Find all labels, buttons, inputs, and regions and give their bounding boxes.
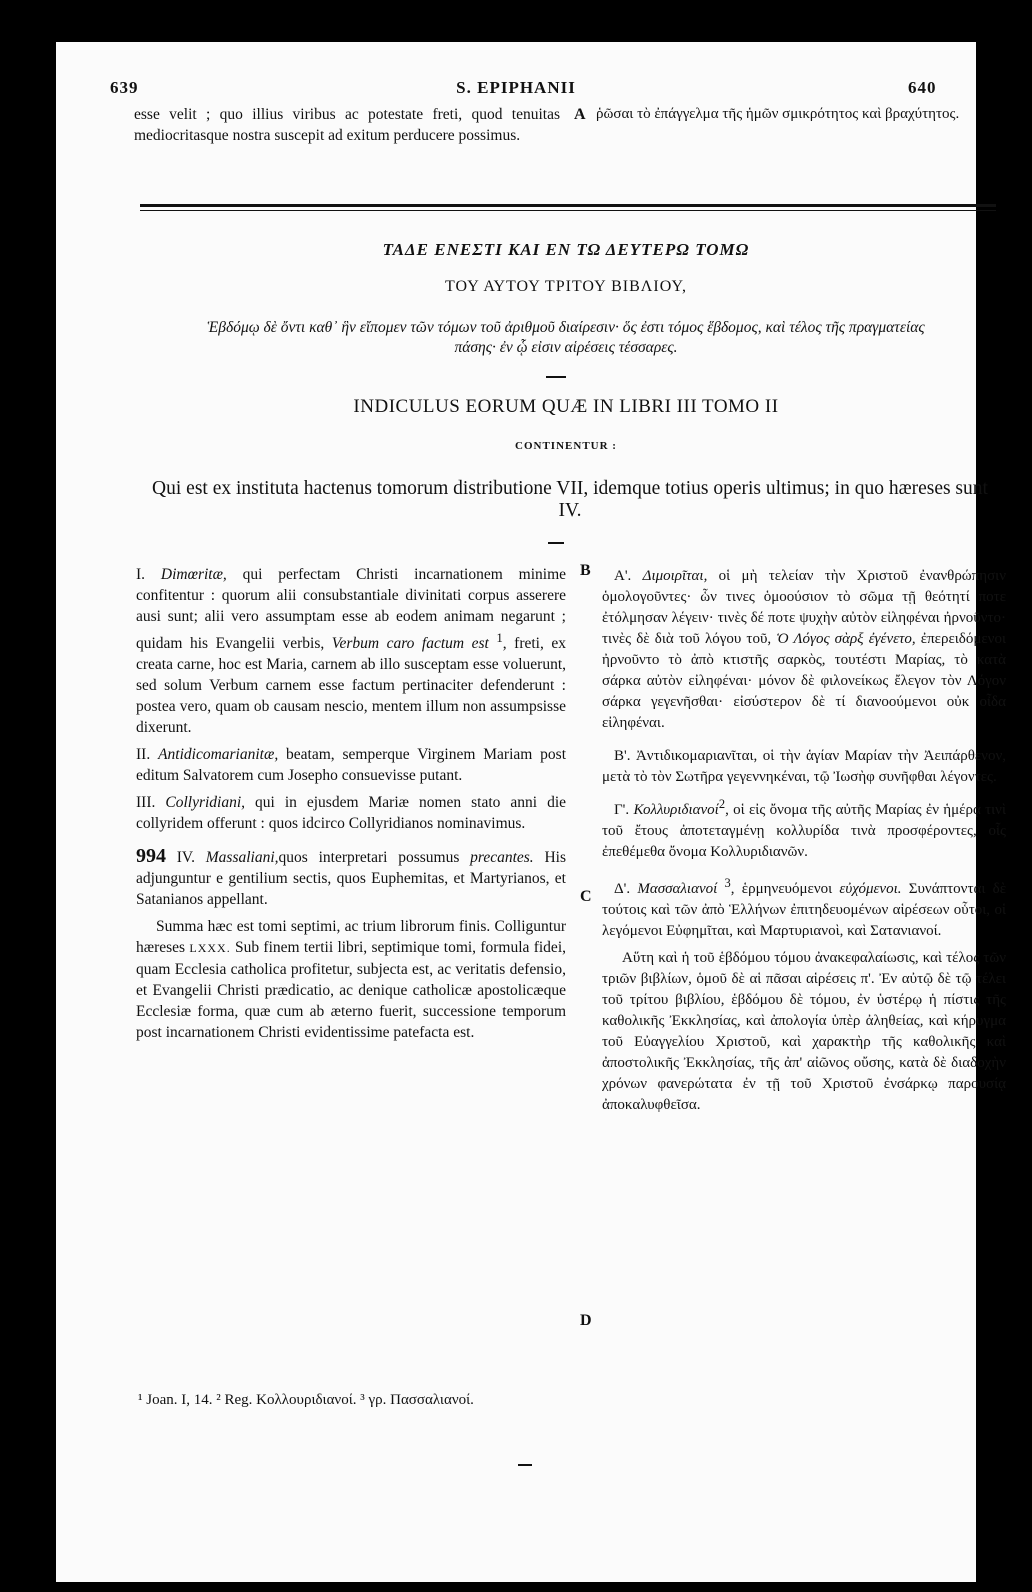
heresy-name: Dimœritæ,: [160, 566, 227, 583]
heresy-name: Antidicomarianitæ,: [158, 746, 279, 764]
entry-text-rest: His adjunguntur e gentilium sectis, quos Euphemitas, et Martyrianos, et Satanianos appellant.: [136, 849, 566, 909]
entry-text: quos interpretari possumus: [278, 849, 471, 867]
latin-title: INDICULUS EORUM QUÆ IN LIBRI III TOMO II: [353, 396, 779, 417]
heresy-name: Κολλυριδιανοί: [633, 802, 719, 818]
latin-column: [136, 564, 566, 1049]
greek-column: [602, 566, 1006, 1122]
marginal-marker-c: C: [580, 888, 592, 905]
divider-rule-thin: [140, 210, 996, 211]
greek-heading-line2: ΤΟΥ ΑΥΤΟΥ ΤΡΙΤΟΥ ΒΙΒΛΙΟΥ,: [445, 278, 687, 295]
short-dash: [546, 376, 566, 378]
footnotes: ¹ Joan. I, 14. ² Reg. Κολλουριδιανοί. ³ γρ. Πασσαλιανοί.: [138, 1392, 474, 1408]
greek-entry-3: [602, 794, 1006, 863]
greek-heading-line1: ΤΑΔΕ ΕΝΕΣΤΙ ΚΑΙ ΕΝ ΤΩ ΔΕΥΤΕΡΩ ΤΟΜΩ: [382, 240, 750, 259]
scripture-quote: Ὁ Λόγος σὰρξ ἐγένετο,: [776, 631, 916, 647]
footnote-ref: 2: [718, 797, 726, 811]
page: [56, 42, 1007, 1582]
entry-number: Γ'.: [614, 802, 630, 818]
entry-text-rest: , freti, ex creata carne, hoc est Maria, carnem ab illo susceptam esse voluerunt, sed solum Verbum carnem esse factum pertinaciter defenderunt : postea vero, quam ob causam nescio, mentem illum non assumpsisse dixerunt.: [136, 635, 566, 737]
short-dash-2: [548, 542, 564, 544]
top-latin-text: esse velit ; quo illius viribus ac potestate freti, quod tenuitas mediocritasque nostra suscepit ad exitum perducere possimus.: [134, 106, 560, 144]
greek-entry-2: [602, 746, 1006, 788]
scripture-quote: Verbum caro factum est: [331, 635, 489, 653]
running-title: S. EPIPHANII: [456, 78, 576, 97]
top-greek-text: ῥῶσαι τὸ ἐπάγγελμα τῆς ἡμῶν σμικρότητος καὶ βραχύτητος.: [596, 106, 960, 122]
entry-number: I.: [136, 566, 146, 583]
latin-entry-2: [136, 744, 566, 786]
footnote-ref: 3: [724, 876, 731, 890]
entry-text: beatam, semperque Virginem Mariam post editum Salvatorem cum Josepho consuevisse putant.: [136, 746, 567, 785]
entry-italic: precantes.: [470, 849, 534, 867]
column-number: 994: [136, 845, 166, 868]
heresy-name: Collyridiani,: [165, 794, 246, 812]
greek-summary: [602, 948, 1006, 1116]
latin-summary: [136, 916, 566, 1043]
entry-number: IV.: [176, 849, 195, 867]
summary-text-rest: Sub finem tertii libri, septimique tomi, formula fidei, quam Ecclesia catholica profitetur, subjecta est, ac veritatis defensio, et Evangelii Christi prædicatio, ac denique catholicæ apostolicæque Ecclesiæ forma, quæ cum ab æterno fuerit, successione temporum post incarnationem Christi evidentissime patefacta est.: [136, 939, 566, 1042]
latin-entry-3: [136, 792, 566, 834]
latin-description: Qui est ex instituta hactenus tomorum distributione VII, idemque totius operis ultimus; in quo hæreses sunt IV.: [152, 478, 988, 521]
greek-entry-1: [602, 566, 1006, 734]
entry-text: , οἱ εἰς ὄνομα τῆς αὐτῆς Μαρίας ἐν ἡμέρᾳ τινὶ τοῦ ἔτους ἀποτεταγμένῃ κολλυρίδα τινὰ προσφέροντες, οἷς ἐπεθέμεθα ὄνομα Κολλυριδιανῶν.: [602, 802, 1006, 860]
divider-rule: [140, 204, 996, 207]
heresy-name: Massaliani,: [205, 849, 279, 867]
footnote-ref: 1: [496, 630, 503, 645]
summary-number: LXXX.: [189, 941, 231, 956]
entry-text-rest: ἐπερειδόμενοι ἠρνοῦντο τὸ ἀπὸ κτιστῆς σαρκὸς, τουτέστι Μαρίας, τὸ κατὰ σάρκα αὐτὸν εἰληφέναι· μόνον δὲ φιλονείκως ἔλεγον τὸν Λόγον σάρκα γεγενῆσθαι· εἰσύστερον δὲ τί διανοούμενοι οὐκ οἶδα εἰληφέναι.: [602, 631, 1007, 731]
entry-text: , ἑρμηνευόμενοι: [730, 881, 840, 897]
latin-entry-1: [136, 564, 566, 738]
entry-text: οἱ τὴν ἁγίαν Μαρίαν τὴν Ἀειπάρθενον, μετὰ τὸ τὸν Σωτῆρα γεγεννηκέναι, τῷ Ἰωσὴφ συνῆφθαι λέγοντες.: [602, 748, 1007, 785]
marginal-marker-d: D: [580, 1312, 592, 1329]
entry-number: II.: [136, 746, 151, 764]
entry-italic: εὐχόμενοι.: [839, 881, 902, 897]
entry-text: qui in ejusdem Mariæ nomen stato anni die collyridem offerunt : quos idcirco Collyridianos nominavimus.: [136, 794, 567, 833]
entry-number: Δ'.: [614, 881, 631, 897]
greek-subheading: Ἑβδόμῳ δὲ ὄντι καθ᾽ ἣν εἴπομεν τῶν τόμων τοῦ ἀριθμοῦ διαίρεσιν· ὅς ἐστι τόμος ἕβδομος, καὶ τέλος τῆς πραγματείας πάσης· ἐν ᾧ εἰσιν αἱρέσεις τέσσαρες.: [207, 319, 925, 356]
heresy-name: Ἀντιδικομαριανῖται,: [635, 748, 758, 764]
end-dash: [518, 1464, 532, 1466]
entry-number: Α'.: [614, 568, 632, 584]
entry-text-rest: Συνάπτονται δὲ τούτοις καὶ τῶν ἀπὸ Ἑλλήνων ἐπιτηδευομένων αἱρέσεων οὗτοι, οἱ λεγόμενοι Εὐφημῖται, καὶ Μαρτυριανοὶ, καὶ Σατανιανοί.: [602, 881, 1007, 939]
heresy-name: Μασσαλιανοί: [637, 881, 718, 897]
summary-text: Αὕτη καὶ ἡ τοῦ ἑβδόμου τόμου ἀνακεφαλαίωσις, καὶ τέλος τῶν τριῶν βιβλίων, ὁμοῦ δὲ αἱ πᾶσαι αἱρέσεις π'. Ἐν αὐτῷ δὲ τῷ τέλει τοῦ τρίτου βιβλίου, ἑβδόμου δὲ τόμου, ἐν ὑστέρῳ ἡ πίστις τῆς καθολικῆς Ἐκκλησίας, καὶ ἀπολογία ὑπὲρ ἀληθείας, καὶ κήρυγμα τοῦ Εὐαγγελίου Χριστοῦ, καὶ χαρακτὴρ τῆς καθολικῆς καὶ ἀποστολικῆς Ἐκκλησίας, τῆς ἀπ' αἰῶνος οὔσης, κατὰ δὲ διαδοχὴν χρόνων φανερώτατα ἐν τῇ τοῦ Χριστοῦ ἐνσάρκῳ παρουσίᾳ ἀποκαλυφθεῖσα.: [602, 950, 1006, 1113]
latin-entry-4: [136, 846, 566, 910]
entry-text: qui perfectam Christi incarnationem minime confitentur : quorum alii consubstantiale divinitati corpus asserere ausi sunt; alii vero assumptam esse ab eodem animam negarunt ; quidam his Evangelii verbis,: [136, 566, 567, 653]
summary-text: Summa hæc est tomi septimi, ac trium librorum finis. Colliguntur hæreses: [136, 918, 566, 957]
greek-entry-4: [602, 873, 1006, 942]
page-number-left: 639: [110, 78, 139, 97]
marginal-marker-b: B: [580, 562, 591, 579]
entry-number: III.: [136, 794, 156, 812]
entry-text: οἱ μὴ τελείαν τὴν Χριστοῦ ἐνανθρώπησιν ὁμολογοῦντες· ὧν τινες ὁμοούσιον τὸ σῶμα τῇ θεότητί ποτε ἐτόλμησαν λέγειν· τινὲς δέ ποτε ψυχὴν αὐτὸν εἰληφέναι ἠρνοῦντο· τινὲς δὲ διὰ τοῦ λόγου τοῦ,: [602, 568, 1006, 647]
latin-subtitle: CONTINENTUR :: [515, 440, 617, 452]
page-number-right: 640: [908, 78, 937, 97]
marginal-marker-a: A: [574, 106, 586, 123]
heresy-name: Διμοιρῖται,: [642, 568, 708, 584]
entry-number: Β'.: [614, 748, 631, 764]
